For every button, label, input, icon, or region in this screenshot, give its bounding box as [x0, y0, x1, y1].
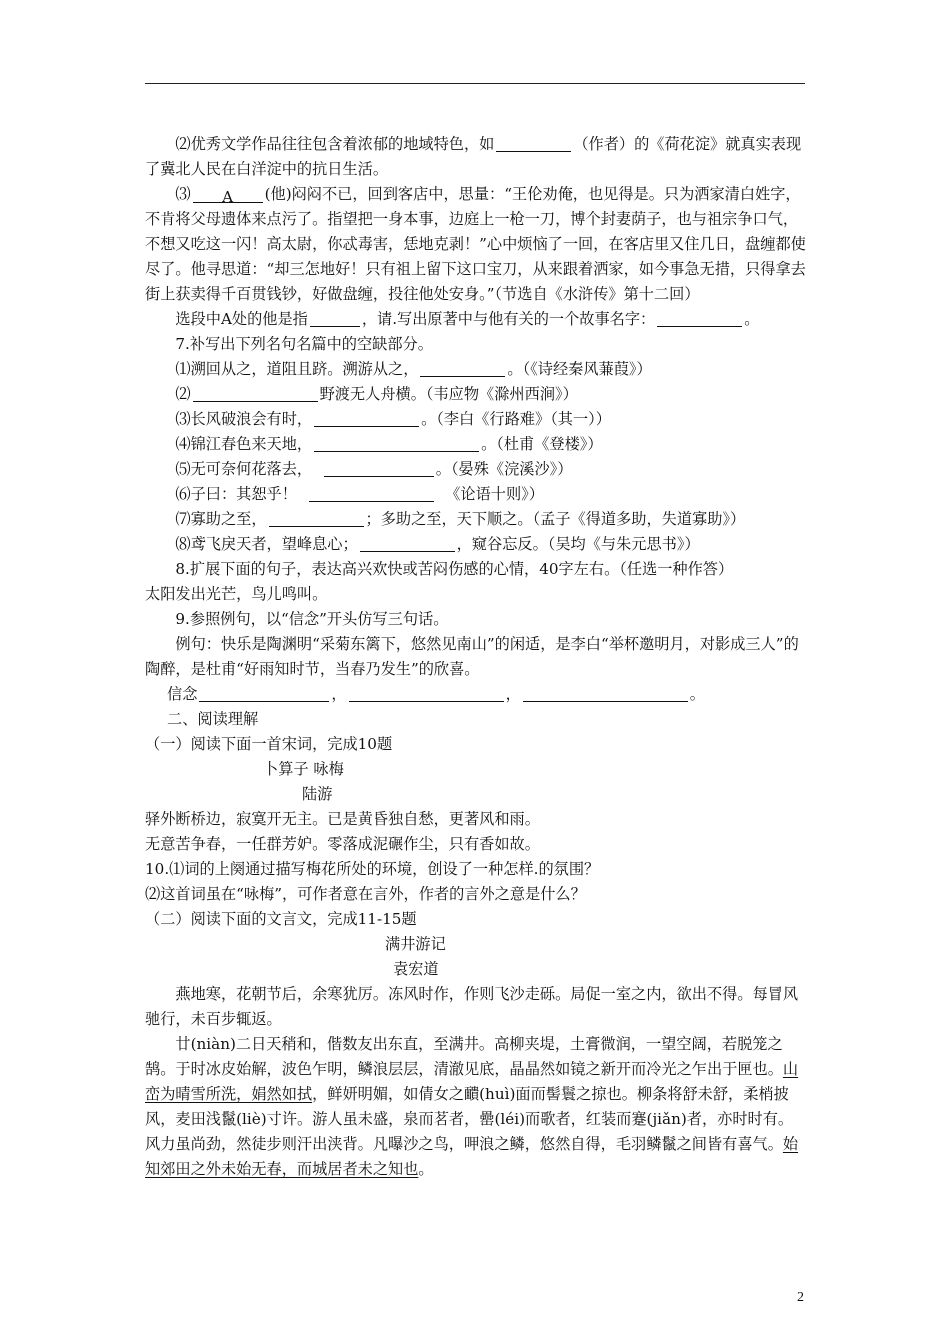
question-7-5: ⑸无可奈何花落去， 。（晏殊《浣溪沙》）: [175, 460, 573, 478]
belief-blank-2[interactable]: [349, 684, 504, 702]
question-7-2: ⑵ 野渡无人舟横。（韦应物《滁州西涧》）: [175, 385, 578, 403]
question-7-1: ⑴溯回从之，道阻且跻。溯游从之， 。（《诗经秦风蒹葭》）: [175, 360, 652, 378]
question-6-3-ask: 选段中A处的他是指 ，请.写出原著中与他有关的一个故事名字： 。: [175, 310, 760, 328]
poem-author: 陆游: [302, 785, 333, 803]
fill-blank-8[interactable]: [360, 534, 455, 552]
fill-blank-2[interactable]: [193, 384, 318, 402]
he-refers-blank[interactable]: [310, 309, 360, 327]
belief-blank-1[interactable]: [199, 684, 329, 702]
fill-blank-3[interactable]: [314, 409, 419, 427]
question-7-3: ⑶长风破浪会有时， 。（李白《行路难》（其一））: [175, 410, 611, 428]
question-6-3: ⑶ A (他)闷闷不已，回到客店中，思量：“王伦劝俺，也见得是。只为洒家清白姓字，不肯将父母遗体来点污了。指望把一身本事，边庭上一枪一刀，博个封妻荫子，也与祖宗争口气，不想又吃这一闪！高太尉，你忒毒害，恁地克剥！”心中烦恼了一回，在客店里又住几日，盘缠都使尽了。他寻思道：“却三怎地好！只有祖上留下这口宝刀，从来跟着洒家，如今事急无措，只得拿去街上获卖得千百贯钱钞，好做盘缠，投往他处安身。”（节选自《水浒传》第十二回）: [145, 185, 806, 303]
underlined-sentence-2: 始知郊田之外未始无春，而城居者未之知也: [145, 1135, 799, 1178]
page-number: 2: [797, 1290, 804, 1305]
question-7-title: 7.补写出下列名句名篇中的空缺部分。: [175, 335, 433, 353]
question-8-sentence: 太阳发出光芒，鸟儿鸣叫。: [145, 585, 328, 603]
question-10-1: 10.⑴词的上阕通过描写梅花所处的环境，创设了一种怎样.的氛围？: [145, 860, 600, 878]
question-9-answer: 信念 ， ， 。: [167, 685, 705, 703]
underlined-sentence-1: 山峦为晴雪所洗，娟然如拭: [145, 1060, 799, 1103]
poem-line-1: 驿外断桥边，寂寞开无主。已是黄昏独自愁，更著风和雨。: [145, 810, 540, 828]
question-9-title: 9.参照例句，以“信念”开头仿写三句话。: [175, 610, 449, 628]
story-name-blank[interactable]: [657, 309, 742, 327]
author-blank[interactable]: [496, 134, 571, 152]
belief-blank-3[interactable]: [523, 684, 688, 702]
essay-paragraph-2: 廿(niàn)二日天稍和，偕数友出东直，至满井。高柳夹堤，土膏微润，一望空阔，若脱笼之鹄。于时冰皮始解，波色乍明，鳞浪层层，清澈见底，晶晶然如镜之新开而冷光之乍出于匣也。山峦为晴雪所洗，娟然如拭，鲜妍明媚，如倩女之靧(huì)面而髻鬟之掠也。柳条将舒未舒，柔梢披风，麦田浅鬣(liè)寸许。游人虽未盛，泉而茗者，罍(léi)而歌者，红装而蹇(jiǎn)者，亦时时有。风力虽尚劲，然徒步则汗出浃背。凡曝沙之鸟，呷浪之鳞，悠然自得，毛羽鳞鬣之间皆有喜气。始知郊田之外未始无春，而城居者未之知也。: [145, 1035, 799, 1178]
fill-blank-7[interactable]: [269, 509, 364, 527]
question-6-2: ⑵优秀文学作品往往包含着浓郁的地域特色，如 （作者）的《荷花淀》就真实表现了冀北人民在白洋淀中的抗日生活。: [145, 135, 802, 178]
question-10-2: ⑵这首词虽在“咏梅”，可作者意在言外，作者的言外之意是什么？: [145, 885, 586, 903]
header-rule: [145, 83, 805, 84]
fill-blank-6[interactable]: [309, 484, 434, 502]
section-2-part2: （二）阅读下面的文言文，完成11-15题: [145, 910, 417, 928]
question-8-title: 8.扩展下面的句子，表达高兴欢快或苦闷伤感的心情，40字左右。（任选一种作答）: [175, 560, 734, 578]
essay-author: 袁宏道: [393, 960, 439, 978]
fill-blank-1[interactable]: [420, 359, 505, 377]
poem-title: 卜算子 咏梅: [263, 760, 344, 778]
question-7-8: ⑻鸢飞戾天者，望峰息心； ，窥谷忘反。（吴均《与朱元思书》）: [175, 535, 700, 553]
fill-blank-4[interactable]: [314, 434, 479, 452]
section-2-part1: （一）阅读下面一首宋词，完成10题: [145, 735, 393, 753]
question-9-example: 例句：快乐是陶渊明“采菊东篱下，悠然见南山”的闲适，是李白“举杯邀明月，对影成三人”的陶醉，是杜甫“好雨知时节，当春乃发生”的欣喜。: [145, 635, 799, 678]
poem-line-2: 无意苦争春，一任群芳妒。零落成泥碾作尘，只有香如故。: [145, 835, 540, 853]
question-7-7: ⑺寡助之至， ；多助之至，天下顺之。（孟子《得道多助，失道寡助》）: [175, 510, 746, 528]
section-2-title: 二、阅读理解: [167, 710, 259, 728]
question-7-6: ⑹子曰：其恕乎！ 《论语十则》）: [175, 485, 544, 503]
essay-title: 满井游记: [385, 935, 446, 953]
essay-paragraph-1: 燕地寒，花朝节后，余寒犹厉。冻风时作，作则飞沙走砾。局促一室之内，欲出不得。每冒风驰行，未百步辄返。: [145, 985, 799, 1028]
fill-blank-5[interactable]: [324, 459, 434, 477]
question-7-4: ⑷锦江春色来天地， 。（杜甫《登楼》）: [175, 435, 603, 453]
page-content: [145, 132, 807, 1182]
blank-a[interactable]: A: [193, 185, 263, 203]
